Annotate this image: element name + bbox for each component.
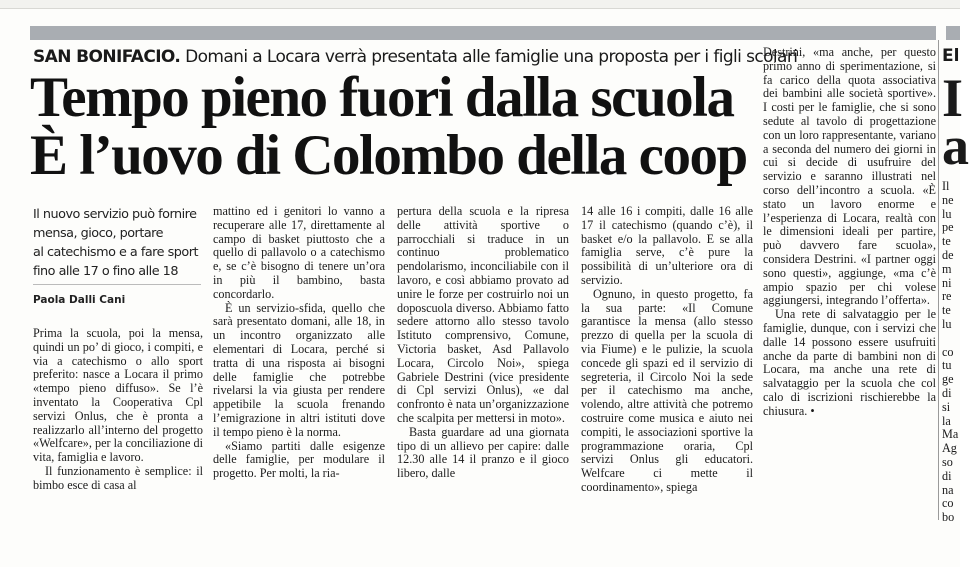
paragraph: Prima la scuola, poi la mensa, quindi un po’ di gioco, i compiti, e via a catechismo o allo sport preferito: nasce a Locara il primo «tempo pieno diffuso». Se l’è inventato la Cooperativa Cpl servizi Onlus, che è pronta a realizzarlo all’interno del progetto «Welfcare», per la conciliazione di vita, famiglia e lavoro. — [33, 326, 203, 465]
adjacent-text-line: si — [942, 399, 951, 414]
adjacent-text-line — [942, 332, 960, 346]
text-column-3 — [397, 205, 569, 481]
adjacent-text-line: la — [942, 413, 951, 428]
adjacent-text-line: lu — [942, 316, 952, 331]
article-headline — [30, 66, 760, 187]
adjacent-headline — [942, 68, 969, 176]
adjacent-headline-line: I — [942, 68, 964, 128]
adjacent-text-line: Ag — [942, 441, 957, 456]
paragraph: Destrini, «ma anche, per questo primo anno di sperimentazione, si fa carico della quota associativa dei bambini alle società sportive». I costi per le famiglie, che si sono sedute al tavolo di progettazione con un loro rappresentante, variano a seconda del numero dei giorni in cui si decide di usufruire del servizio e saranno illustrati nel corso dell’incontro a scuola. «È stato un lavoro enorme e l’esperienza di Locara, realtà con le dimensioni ideali per partire, può davvero fare scuola», considera Destrini. «I partner oggi sono questi», aggiunge, «ma c’è ampio spazio per chi volese aggiungersi, integrando l’offerta». — [763, 45, 936, 308]
summary-line: Il nuovo servizio può fornire — [33, 207, 197, 222]
adjacent-headline-line: a — [942, 116, 969, 176]
adjacent-text-line: bo — [942, 510, 955, 525]
adjacent-text-line: ne — [942, 192, 954, 207]
adjacent-article-fragment — [942, 46, 969, 526]
text-column-4 — [581, 205, 753, 495]
adjacent-text-line: di — [942, 468, 952, 483]
article-kicker — [33, 47, 798, 67]
summary-line: fino alle 17 o fino alle 18 — [33, 264, 178, 279]
paragraph: Basta guardare ad una giornata tipo di un allievo per capire: dalle 12.30 alle 14 il pranzo e il gioco libero, dalle — [397, 424, 569, 481]
adjacent-text-line: te — [942, 234, 951, 249]
kicker-place: SAN BONIFACIO. — [33, 47, 181, 67]
summary-line: mensa, gioco, portare — [33, 226, 164, 241]
paragraph: Il funzionamento è semplice: il bimbo esce di casa al — [33, 463, 203, 492]
adjacent-text-line: lu — [942, 206, 952, 221]
adjacent-text-line: te — [942, 303, 951, 318]
headline-line-1: Tempo pieno fuori dalla scuola — [30, 66, 734, 129]
paragraph: 14 alle 16 i compiti, dalle 16 alle 17 il catechismo (quando c’è), il basket e/o la pallavolo. E se alla famiglia serve, c’è pure la possibilità di un’ulteriore ora di servizio. — [581, 204, 753, 287]
byline: Paola Dalli Cani — [33, 294, 126, 306]
adjacent-text-line: Ma — [942, 427, 959, 442]
adjacent-text-line: na — [942, 482, 954, 497]
adjacent-text-line: re — [942, 289, 952, 304]
adjacent-text-line: ge — [942, 372, 954, 387]
paragraph: pertura della scuola e la ripresa delle attività sportive o parrocchiali si traduce in un continuo problematico pendolarismo, inconciliabile con il lavoro, e così abbiamo provato ad unire le forze per costruirlo noi un doposcuola diverso. Abbiamo fatto sedere attorno allo stesso tavolo Istituto comprensivo, Comune, Victoria basket, Asd Pallavolo Locara, Circolo Noi», spiega Gabriele Destrini (vice presidente di Cpl servizi Onlus), «e dal confronto è nata un’organizzazione che scalpita per mettersi in moto». — [397, 204, 570, 425]
headline-line-2: È l’uovo di Colombo della coop — [30, 124, 747, 187]
paragraph: Una rete di salvataggio per le famiglie, dunque, con i servizi che dalle 14 possono essere usufruiti anche da parte di bambini non di Locara, ma anche una rete di salvataggio per la scuola che col calo di iscrizioni rischierebbe la chiusura. • — [763, 307, 936, 418]
section-bar — [30, 26, 936, 40]
column-divider — [938, 40, 939, 520]
paragraph: È un servizio-sfida, quello che sarà presentato domani, alle 18, in un incontro organizzato alle elementari di Locara, perché si tratta di una risposta ai bisogni delle famiglie che potrebbe rivelarsi la via giusta per rendere appetibile la scuola frenando l’emigrazione in altri istituti dove il tempo pieno è la norma. — [213, 300, 385, 439]
adjacent-text-line: di — [942, 385, 952, 400]
paragraph: mattino ed i genitori lo vanno a recuperare alle 17, direttamente al campo di basket piuttosto che a quello di pallavolo o a catechismo e, se c’è bisogno di tenere un’ora in più il bambino, basta concordarlo. — [213, 204, 385, 301]
adjacent-text-line: so — [942, 454, 953, 469]
adjacent-text — [942, 180, 960, 525]
summary-line: al catechismo e a fare sport — [33, 245, 198, 260]
paragraph: Ognuno, in questo progetto, fa la sua parte: «Il Comune garantisce la mensa (allo stesso prezzo di quella per la scuola di via Fiume) e le pulizie, la scuola concede gli spazi ed il servizio di segreteria, il Circolo Noi la sede per il catechismo ma anche, volendo, altre attività che potremo costruire come musica e aiuto nei compiti, le associazioni sportive la programmazione oraria, Cpl servizi Onlus gli educatori. Welfcare ci mette il coordinamento», spiega — [581, 286, 753, 494]
adjacent-text-line: tu — [942, 358, 952, 373]
top-strip — [0, 0, 960, 9]
byline-rule — [33, 284, 201, 285]
adjacent-text-line: Il — [942, 179, 950, 193]
article-summary — [33, 205, 203, 281]
adjacent-text-line: co — [942, 344, 954, 359]
paragraph: «Siamo partiti dalle esigenze delle famiglie, per modulare il progetto. Per molti, la ria- — [213, 438, 385, 481]
kicker-text: Domani a Locara verrà presentata alle famiglie una proposta per i figli scolari — [185, 47, 798, 67]
adjacent-kicker: El — [942, 46, 960, 66]
adjacent-text-line: co — [942, 496, 954, 511]
text-column-1 — [33, 327, 203, 493]
adjacent-text-line: pe — [942, 220, 954, 235]
adjacent-text-line: ni — [942, 275, 952, 290]
section-bar-next — [946, 26, 960, 40]
text-column-2 — [213, 205, 385, 481]
text-column-5 — [763, 46, 936, 419]
adjacent-text-line: m — [942, 261, 952, 276]
adjacent-text-line: de — [942, 247, 954, 262]
